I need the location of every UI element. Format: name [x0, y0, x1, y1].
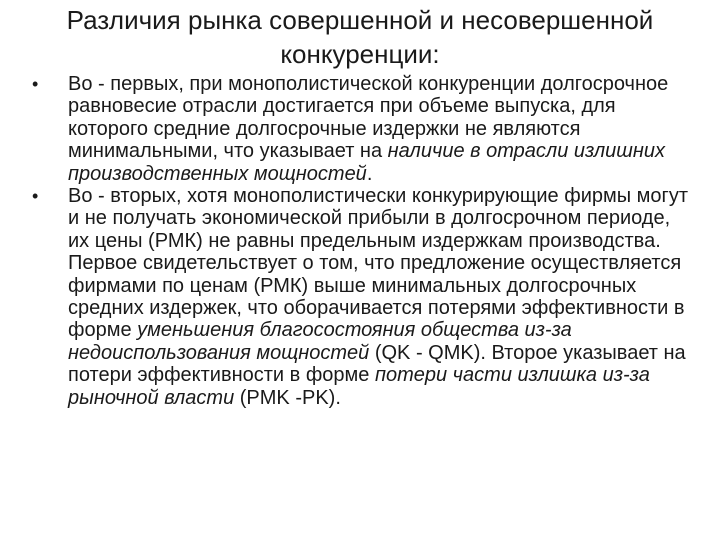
- bullet-2-text-a: Во - вторых, хотя монополистически конкурирующие фирмы могут и не получать экономической прибыли в долгосрочном периоде, их цены (РМК) не равны предельным издержкам производства. Первое свидетельствует о том, что предложение осуществляется фирмами по ценам (РМК) выше минимальных долгосрочных средних издержек, что оборачивается потерями эффективности в форме: [68, 185, 688, 342]
- bullet-item-1: [26, 73, 696, 185]
- bullet-2-italic-2: потери части излишка из-за рыночной власти: [68, 364, 650, 409]
- title-line-1: Различия рынка совершенной и несовершенной: [66, 5, 654, 35]
- bullet-2-text: [68, 185, 696, 409]
- bullet-icon: •: [32, 74, 39, 94]
- slide-title: [40, 3, 680, 71]
- bullet-item-2: [26, 185, 696, 409]
- bullet-2-italic-1: уменьшения благосостояния общества из-за недоиспользования мощностей: [68, 319, 572, 364]
- bullet-1-italic: наличие в отрасли излишних производственных мощностей: [68, 140, 665, 185]
- bullet-2-text-c: (PMK -PK).: [234, 386, 341, 409]
- bullet-2-text-b: (QK - QMK). Второе указывает на потери эффективности в форме: [68, 341, 686, 387]
- bullet-list: [26, 73, 696, 409]
- bullet-1-text-a: Во - первых, при монополистической конкуренции долгосрочное равновесие отрасли достигается при объеме выпуска, для которого средние долгосрочные издержки не являются минимальными, что указывает на: [68, 73, 669, 163]
- bullet-1-text-b: .: [366, 162, 373, 185]
- bullet-icon: •: [32, 186, 39, 207]
- bullet-1-text: [68, 73, 696, 185]
- title-line-2: конкуренции:: [280, 39, 440, 69]
